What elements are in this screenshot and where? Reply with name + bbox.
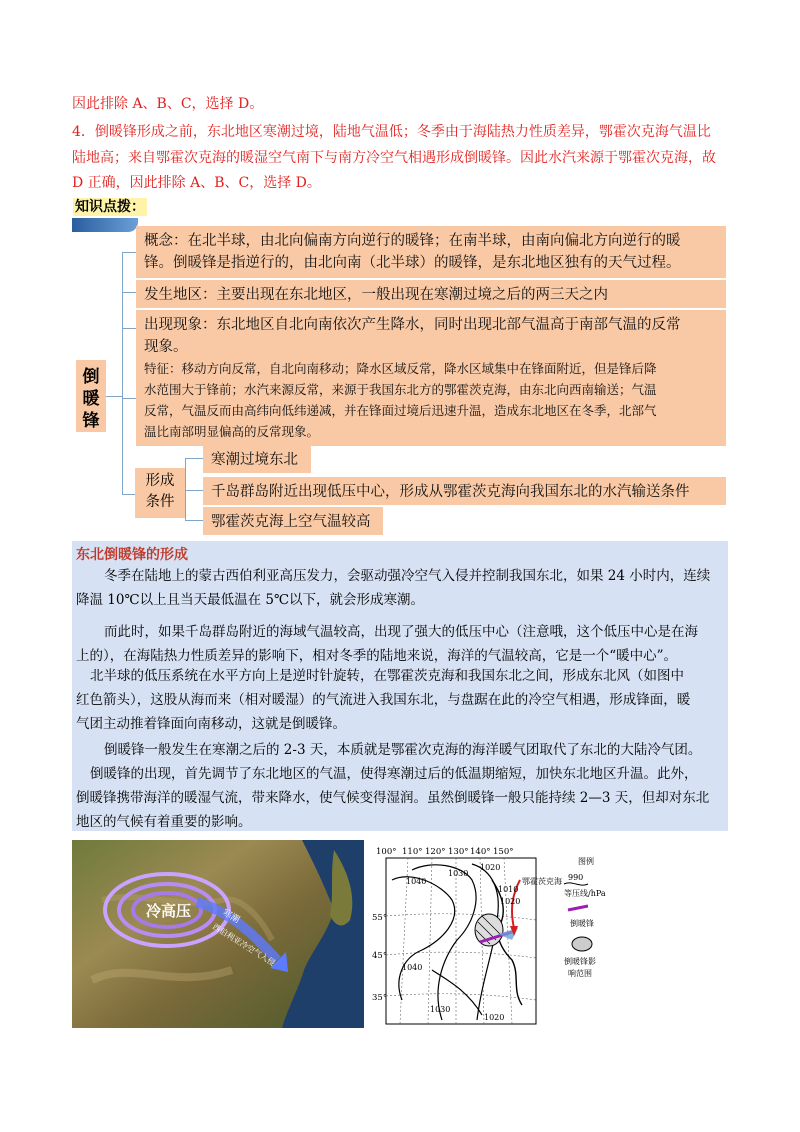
isobar-label: 1020 [484, 1013, 505, 1022]
knowledge-heading: 知识点拨： [75, 199, 145, 215]
article-paragraph: 倒暖锋的出现，首先调节了东北地区的气温，使得寒潮过后的低温期缩短，加快东北地区升温。此外， 倒暖锋携带海洋的暖湿气流，带来降水，使气候变得湿润。虽然倒暖锋一般只能持续 2—3 天，但却对东北 地区的气候有着重要的影响。 [76, 766, 710, 830]
legend-label: 响范围 [568, 969, 592, 978]
longitude-label: 100° [376, 847, 397, 857]
topic-label: 倒 暖 锋 [76, 360, 106, 432]
longitude-label: 120° [425, 847, 446, 857]
latitude-label: 55° [372, 913, 388, 923]
isobar-label: 1020 [500, 897, 521, 906]
features-box: 特征：移动方向反常，自北向南移动；降水区域反常，降水区域集中在锋面附近，但是锋后降 水范围大于锋前；水汽来源反常，来源于我国东北方的鄂霍茨克海，由东北向西南输送；气温 反常，气温反而由高纬向低纬递减，并在锋面过境后迅速升温，造成东北地区在冬季，北部气 温比南部明显偏高的反常现象。 [136, 356, 726, 446]
condition-item: 千岛群岛附近出现低压中心，形成从鄂霍茨克海向我国东北的水汽输送条件 [203, 477, 726, 505]
isobar-label: 1020 [480, 863, 501, 872]
arrow-label: 西伯利亚冷空气入侵 [210, 922, 277, 968]
article-paragraph: 而此时，如果千岛群岛附近的海域气温较高，出现了强大的低压中心（注意哦，这个低压中心是在海 上的），在海陆热力性质差异的影响下，相对冬季的陆地来说，海洋的气温较高，它是一个“暖中心”。 [76, 624, 698, 664]
connector-line [122, 252, 136, 253]
longitude-label: 110° [402, 847, 423, 857]
isobar-label: 1040 [406, 877, 427, 886]
location-box: 发生地区：主要出现在东北地区，一般出现在寒潮过境之后的两三天之内 [136, 280, 726, 308]
arrow-label: 寒潮 [220, 907, 242, 926]
longitude-label: 150° [493, 847, 514, 857]
cold-high-map [72, 840, 364, 1028]
isobar-label: 1010 [498, 885, 519, 894]
condition-item: 寒潮过境东北 [203, 445, 311, 473]
conditions-label: 形成 条件 [135, 468, 185, 518]
answer-q4-line: D 正确，因此排除 A、B、C，选择 D。 [72, 175, 321, 191]
connector-line [106, 396, 122, 397]
affected-area [475, 914, 503, 946]
isobar-label: 1030 [448, 869, 469, 878]
connector-line [185, 490, 203, 491]
concept-box: 概念：在北半球，由北向偏南方向逆行的暖锋；在南半球，由南向偏北方向逆行的暖 锋。倒暖锋是指逆行的，由北向南（北半球）的暖锋，是东北地区独有的天气过程。 [136, 226, 726, 278]
article-paragraph: 倒暖锋一般发生在寒潮之后的 2-3 天，本质就是鄂霍次克海的海洋暖气团取代了东北的大陆冷气团。 [104, 742, 702, 758]
legend-area-icon [572, 937, 592, 951]
legend-label: 990 [568, 873, 584, 882]
connector-line [122, 292, 136, 293]
latitude-label: 45° [372, 951, 388, 961]
article-paragraph: 冬季在陆地上的蒙古西伯利亚高压发力，会驱动强冷空气入侵并控制我国东北，如果 24 小时内，连续 降温 10℃以上且当天最低温在 5℃以下，就会形成寒潮。 [76, 568, 711, 608]
answer-q4-line: 陆地高；来自鄂霍次克海的暖湿空气南下与南方冷空气相遇形成倒暖锋。因此水汽来源于鄂霍次克海，故 [72, 150, 716, 166]
answer-q4-line: 4．倒暖锋形成之前，东北地区寒潮过境，陆地气温低；冬季由于海陆热力性质差异，鄂霍次克海气温比 [72, 124, 711, 140]
isobar-map [372, 840, 612, 1028]
connector-line [122, 252, 123, 494]
connector-line [185, 458, 203, 459]
connector-line [122, 328, 136, 329]
longitude-label: 140° [470, 847, 491, 857]
condition-item: 鄂霍茨克海上空气温较高 [203, 507, 383, 535]
phenomenon-box: 出现现象：东北地区自北向南依次产生降水，同时出现北部气温高于南部气温的反常 现象。 [136, 310, 726, 360]
cold-high-label: 冷高压 [146, 902, 192, 920]
longitude-label: 130° [448, 847, 469, 857]
article-paragraph: 北半球的低压系统在水平方向上是逆时针旋转，在鄂霍茨克海和我国东北之间，形成东北风（如图中 红色箭头），这股从海而来（相对暖湿）的气流进入我国东北，与盘踞在此的冷空气相遇，形成锋面，暖 气团主动推着锋面向南移动，这就是倒暖锋。 [76, 668, 691, 732]
isobar-label: 1040 [402, 963, 423, 972]
connector-line [185, 520, 203, 521]
legend-title: 图例 [578, 857, 594, 866]
connector-line [122, 494, 136, 495]
legend-label: 倒暖锋影 [564, 957, 596, 966]
legend-label: 等压线/hPa [564, 889, 606, 898]
answer-line: 因此排除 A、B、C，选择 D。 [72, 96, 264, 112]
isobar-label: 1030 [430, 1005, 451, 1014]
connector-line [122, 398, 136, 399]
connector-line [185, 458, 186, 520]
article-title: 东北倒暖锋的形成 [76, 547, 188, 563]
sea-label: 鄂霍茨克海 [522, 877, 562, 886]
latitude-label: 35° [372, 993, 388, 1003]
heading-decoration-bar [72, 218, 138, 232]
legend-label: 倒暖锋 [570, 919, 594, 928]
